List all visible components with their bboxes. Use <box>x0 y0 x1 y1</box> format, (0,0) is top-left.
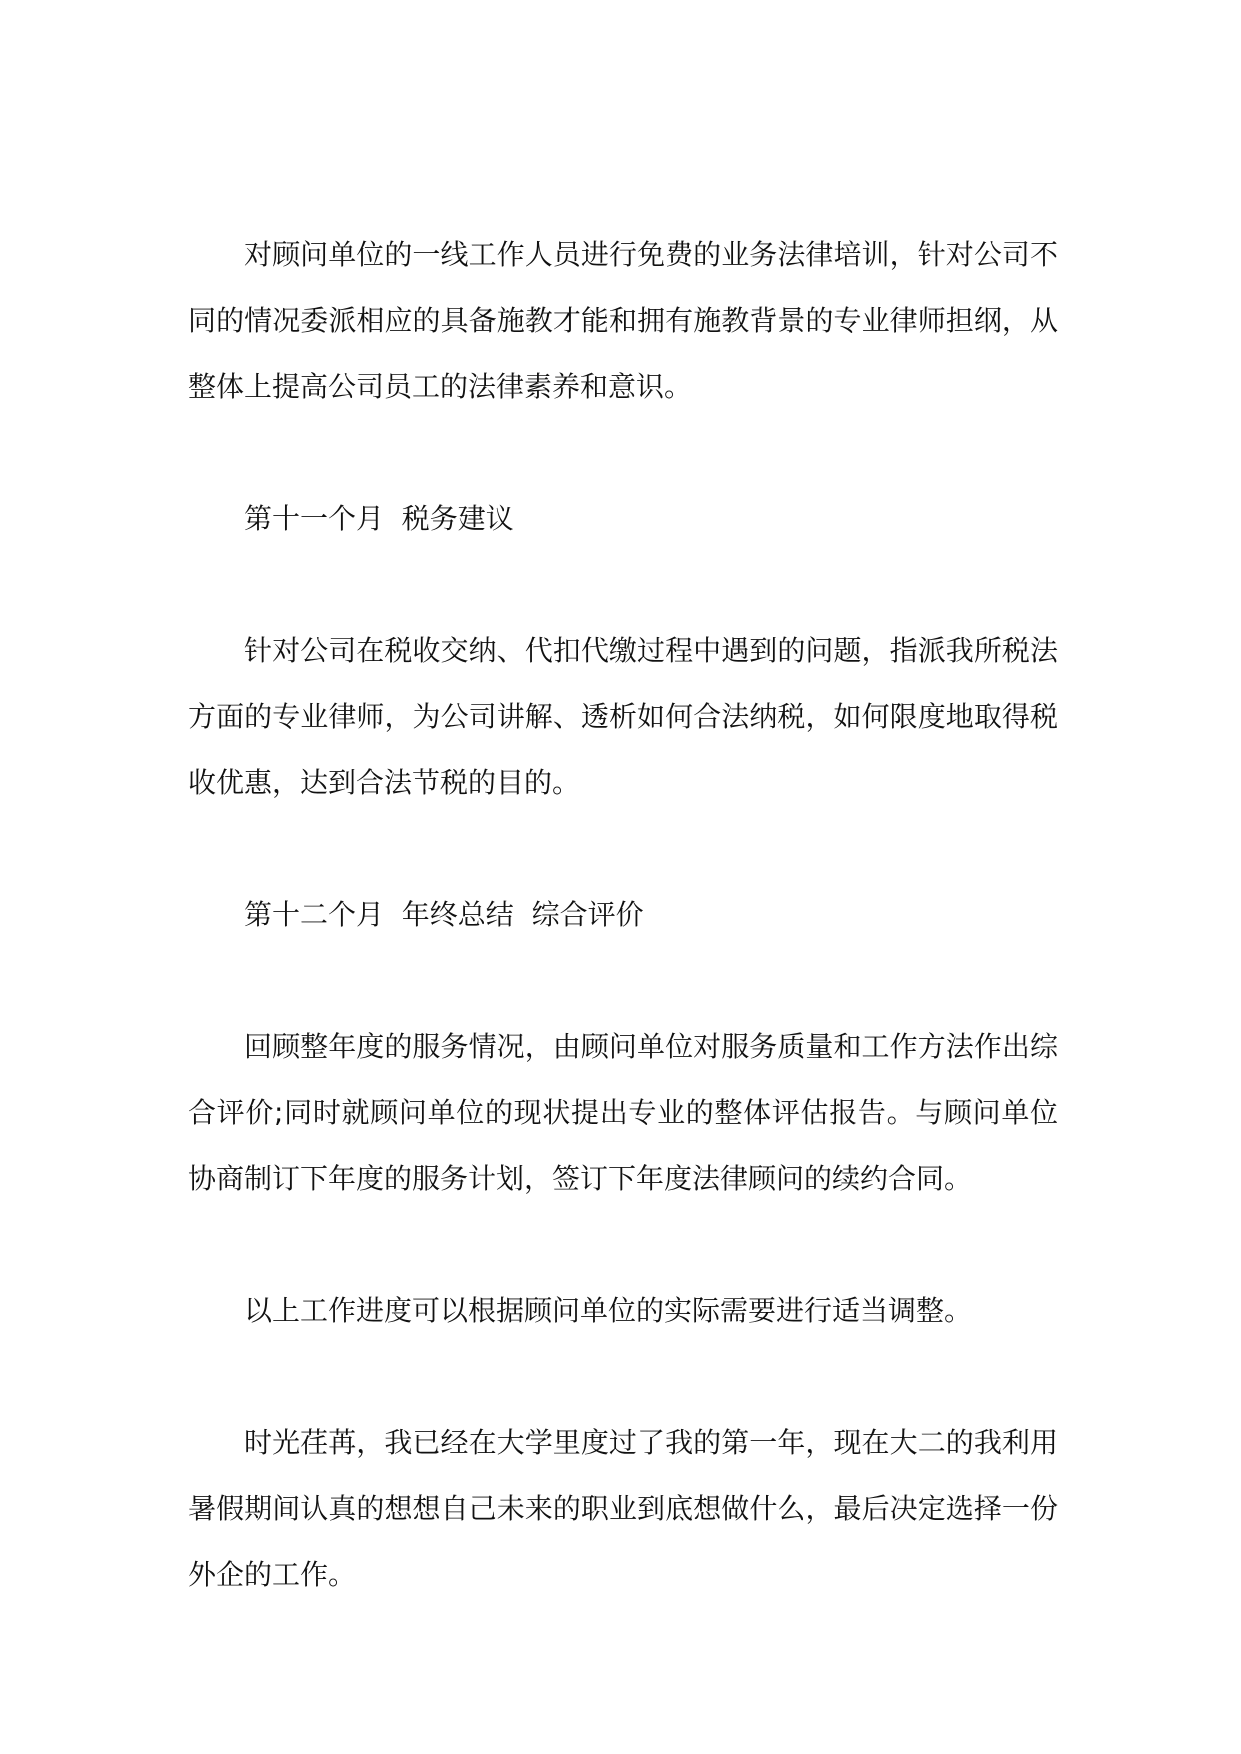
paragraph-annual-review: 回顾整年度的服务情况，由顾问单位对服务质量和工作方法作出综合评价;同时就顾问单位的现状提出专业的整体评估报告。与顾问单位协商制订下年度的服务计划，签订下年度法律顾问的续约合同。 <box>188 1030 1058 1195</box>
paragraph-legal-training: 对顾问单位的一线工作人员进行免费的业务法律培训，针对公司不同的情况委派相应的具备施教才能和拥有施教背景的专业律师担纲，从整体上提高公司员工的法律素养和意识。 <box>188 238 1058 403</box>
paragraph-spacer <box>188 816 1058 882</box>
heading-month-twelve: 第十二个月 年终总结 综合评价 <box>244 898 644 931</box>
paragraph-career-intro: 时光荏苒，我已经在大学里度过了我的第一年，现在大二的我利用暑假期间认真的想想自己未来的职业到底想做什么，最后决定选择一份外企的工作。 <box>188 1426 1058 1591</box>
paragraph-spacer <box>188 552 1058 618</box>
heading-month-eleven: 第十一个月 税务建议 <box>244 502 514 535</box>
paragraph-schedule-note: 以上工作进度可以根据顾问单位的实际需要进行适当调整。 <box>244 1294 973 1327</box>
paragraph-spacer <box>188 420 1058 486</box>
document-body <box>188 222 1058 1608</box>
paragraph-spacer <box>188 1212 1058 1278</box>
paragraph-spacer <box>188 1344 1058 1410</box>
paragraph-spacer <box>188 948 1058 1014</box>
paragraph-tax-advice: 针对公司在税收交纳、代扣代缴过程中遇到的问题，指派我所税法方面的专业律师，为公司讲解、透析如何合法纳税，如何限度地取得税收优惠，达到合法节税的目的。 <box>188 634 1058 799</box>
